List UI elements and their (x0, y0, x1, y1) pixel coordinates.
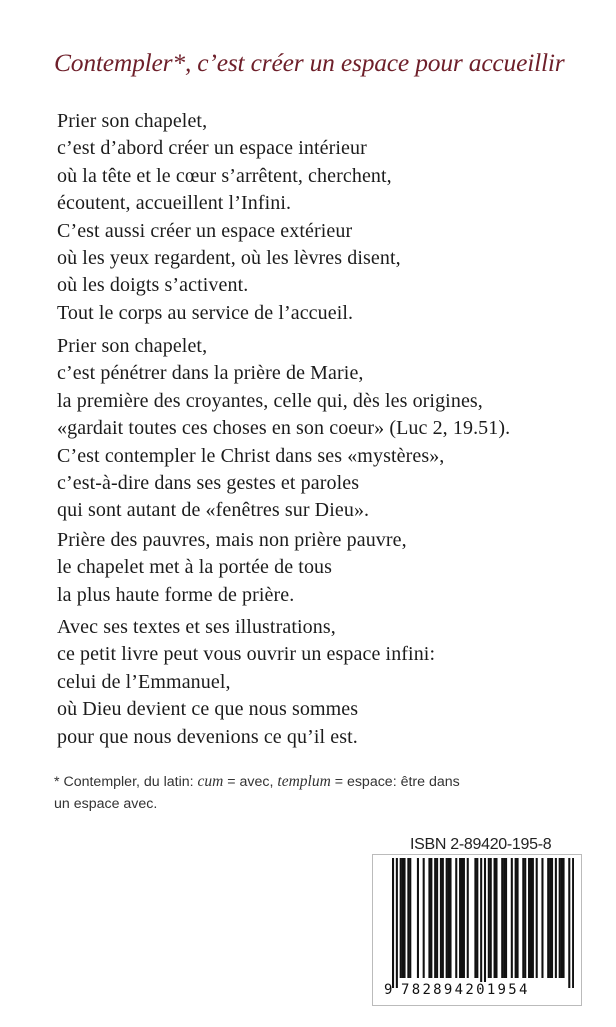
stanza-line: la première des croyantes, celle qui, dès les origines, (57, 389, 483, 412)
barcode-bar (434, 858, 436, 978)
barcode-bar (515, 858, 517, 978)
barcode-prefix-digit: 9 (384, 982, 395, 998)
cover-title: Contempler*, c’est créer un espace pour accueillir (54, 48, 565, 77)
barcode-bar (442, 858, 444, 978)
barcode-bar (474, 858, 476, 978)
barcode-bar (403, 858, 405, 978)
barcode-bar (528, 858, 530, 978)
stanza-line: C’est aussi créer un espace extérieur (57, 219, 353, 242)
stanza-line: pour que nous devenions ce qu’il est. (57, 725, 358, 748)
barcode-bar (463, 858, 465, 978)
footnote-mid: = espace: être dans (330, 774, 460, 790)
barcode-bar (396, 858, 398, 988)
stanza-line: où la tête et le cœur s’arrêtent, cherchent, (57, 164, 392, 187)
barcode-bar (402, 858, 404, 978)
barcode-bar (517, 858, 519, 978)
barcode-bar (559, 858, 561, 978)
barcode-bar (547, 858, 549, 978)
footnote-line-1 (54, 771, 574, 793)
barcode-image (392, 858, 574, 988)
stanza-line: celui de l’Emmanuel, (57, 670, 231, 693)
barcode-bar (495, 858, 497, 978)
barcode-bar (532, 858, 534, 978)
barcode-bar (461, 858, 463, 978)
barcode-bar (524, 858, 526, 978)
barcode-bar (522, 858, 524, 978)
barcode-bar (448, 858, 450, 978)
barcode-bar (436, 858, 438, 978)
footnote-term-templum: templum (277, 773, 331, 790)
barcode-bar (459, 858, 461, 978)
footnote-lead: * Contempler, du latin: (54, 774, 198, 790)
barcode-bar (430, 858, 432, 978)
barcode-bar (530, 858, 532, 978)
barcode-digits: 782894201954 (401, 982, 530, 998)
barcode-bar (488, 858, 490, 978)
barcode-bar (549, 858, 551, 978)
stanza-line: où les doigts s’activent. (57, 274, 249, 297)
barcode-bar (511, 858, 513, 978)
barcode-bar (503, 858, 505, 978)
barcode-bar (407, 858, 409, 978)
barcode-bar (417, 858, 419, 978)
footnote-mid: = avec, (223, 774, 278, 790)
barcode-bar (476, 858, 478, 978)
barcode-bar (494, 858, 496, 978)
stanza-line: Prière des pauvres, mais non prière pauvre, (57, 529, 407, 551)
barcode-bar (428, 858, 430, 978)
barcode-bar (541, 858, 543, 978)
stanza-line: c’est-à-dire dans ses gestes et paroles (57, 472, 360, 495)
stanza-2 (57, 333, 602, 525)
stanza-line: Avec ses textes et ses illustrations, (57, 616, 336, 638)
stanza-line: Prier son chapelet, (57, 335, 208, 357)
barcode-bar (501, 858, 503, 978)
barcode-bar (490, 858, 492, 978)
barcode-bar (484, 858, 486, 988)
barcode-bar (467, 858, 469, 978)
footnote (54, 771, 574, 815)
stanza-line: où Dieu devient ce que nous sommes (57, 698, 359, 721)
barcode-bar (563, 858, 565, 978)
barcode-bar (449, 858, 451, 978)
barcode-bar (480, 858, 482, 988)
barcode-bar (392, 858, 394, 988)
barcode-bar (555, 858, 557, 978)
barcode-bar (568, 858, 570, 988)
stanza-4 (57, 614, 602, 751)
barcode-bar (505, 858, 507, 978)
barcode-bar (400, 858, 402, 978)
stanza-line: écoutent, accueillent l’Infini. (57, 192, 292, 215)
barcode-bar (423, 858, 425, 978)
stanza-line: Prier son chapelet, (57, 110, 208, 132)
stanza-line: C’est contempler le Christ dans ses «mystères», (57, 444, 445, 467)
stanza-line: où les yeux regardent, où les lèvres disent, (57, 247, 401, 270)
stanza-line: c’est pénétrer dans la prière de Marie, (57, 362, 364, 385)
footnote-line-2: un espace avec. (54, 796, 158, 812)
stanza-line: qui sont autant de «fenêtres sur Dieu». (57, 499, 370, 522)
barcode-bar (446, 858, 448, 978)
stanza-line: «gardait toutes ces choses en son coeur» (Luc 2, 19.51). (57, 417, 511, 440)
barcode-bar (536, 858, 538, 978)
stanza-line: la plus haute forme de prière. (57, 583, 295, 606)
isbn-label: ISBN 2-89420-195-8 (410, 836, 552, 853)
stanza-line: Tout le corps au service de l’accueil. (57, 301, 354, 324)
stanza-1 (57, 108, 602, 327)
stanza-line: c’est d’abord créer un espace intérieur (57, 137, 367, 160)
stanza-line: le chapelet met à la portée de tous (57, 556, 333, 579)
barcode-bar (455, 858, 457, 978)
stanza-line: ce petit livre peut vous ouvrir un espace infini: (57, 643, 436, 666)
barcode-bar (551, 858, 553, 978)
barcode-bar (440, 858, 442, 978)
barcode-bar (409, 858, 411, 978)
barcode-bar (572, 858, 574, 988)
footnote-term-cum: cum (197, 773, 224, 790)
barcode-bar (561, 858, 563, 978)
stanza-3 (57, 527, 602, 609)
